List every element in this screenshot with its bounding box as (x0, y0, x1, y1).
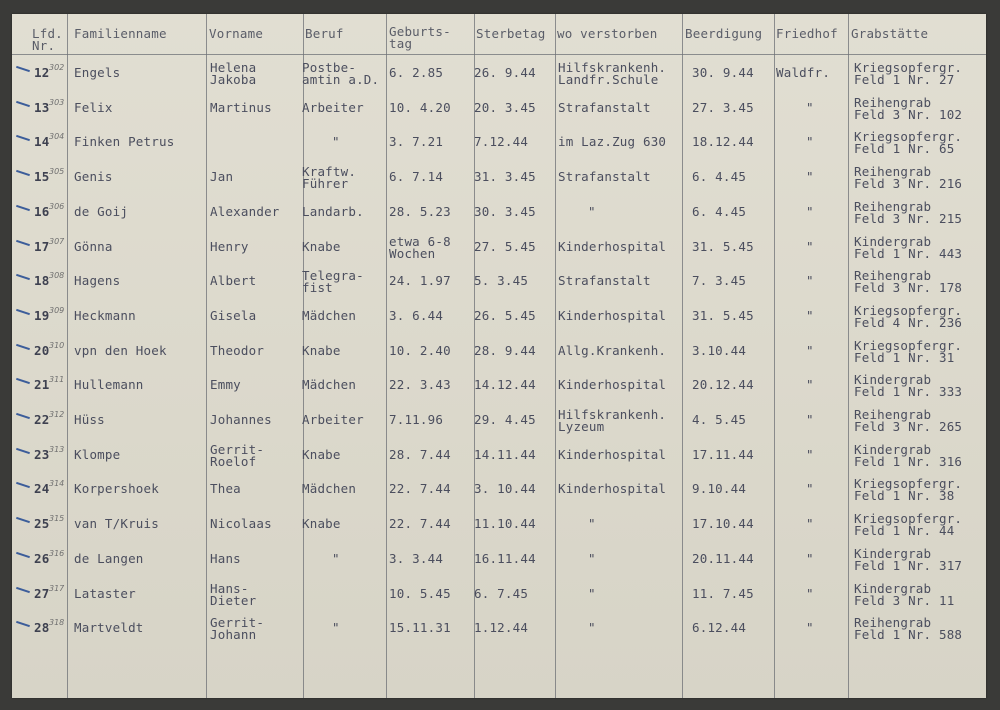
pencil-note: 311 (49, 375, 65, 385)
cell-familienname: de Langen (74, 550, 144, 566)
check-mark-icon (16, 517, 30, 523)
cell-geburtstag: 3. 3.44 (389, 550, 444, 566)
cell-friedhof: " (806, 203, 814, 219)
cell-geburtstag: 10. 4.20 (389, 99, 451, 115)
cell-friedhof: " (806, 99, 814, 115)
cell-sterbetag: 1.12.44 (474, 620, 529, 636)
pencil-note: 303 (49, 97, 65, 107)
check-mark-icon (16, 343, 30, 349)
cell-verstorben: Kinderhospital (558, 446, 667, 462)
row-number: 26 (34, 550, 50, 566)
header-lfd-nr: Lfd. Nr. (32, 26, 63, 53)
column-divider (386, 14, 387, 698)
cell-familienname: Hüss (74, 412, 105, 427)
row-number: 25 (34, 516, 50, 532)
cell-sterbetag: 5. 3.45 (474, 273, 529, 289)
cell-grab: Reihengrab Feld 3 Nr. 216 (854, 164, 963, 192)
cell-geburtstag: 22. 3.43 (389, 377, 451, 393)
row-number: 19 (34, 307, 50, 323)
cell-beruf: Mädchen (302, 307, 357, 323)
cell-friedhof: " (806, 134, 814, 150)
row-number: 17 (34, 238, 50, 254)
header-friedhof: Friedhof (776, 26, 838, 41)
cell-geburtstag: 28. 7.44 (389, 446, 451, 462)
cell-beerdigung: 6.12.44 (692, 620, 747, 636)
pencil-note: 309 (49, 305, 65, 315)
cell-familienname: Korpershoek (74, 481, 159, 497)
pencil-note: 318 (49, 618, 65, 628)
cell-verstorben: " (588, 550, 596, 566)
cell-verstorben: Kinderhospital (558, 377, 667, 393)
header-vorname: Vorname (209, 26, 264, 41)
cell-grab: Kindergrab Feld 1 Nr. 317 (854, 545, 963, 573)
cell-verstorben: Hilfskrankenh. Landfr.Schule (558, 60, 667, 87)
cell-sterbetag: 28. 9.44 (474, 342, 536, 358)
cell-familienname: vpn den Hoek (74, 342, 167, 358)
cell-friedhof: " (806, 446, 814, 462)
check-mark-icon (16, 274, 30, 280)
cell-sterbetag: 14.11.44 (474, 446, 536, 462)
cell-sterbetag: 3. 10.44 (474, 481, 536, 497)
column-divider (206, 14, 207, 698)
cell-verstorben: " (588, 585, 596, 601)
cell-beruf: Knabe (302, 446, 341, 462)
check-mark-icon (16, 309, 30, 315)
cell-beruf: " (332, 620, 340, 636)
cell-vorname: Gerrit- Roelof (210, 441, 265, 469)
cell-friedhof: " (806, 169, 814, 185)
cell-sterbetag: 27. 5.45 (474, 238, 536, 254)
pencil-note: 305 (49, 167, 65, 177)
cell-friedhof: " (806, 342, 814, 358)
row-number: 12 (34, 65, 50, 80)
cell-familienname: Finken Petrus (74, 134, 175, 150)
pencil-note: 314 (49, 479, 65, 489)
cell-friedhof: " (806, 620, 814, 636)
cell-familienname: Engels (74, 65, 121, 80)
pencil-note: 307 (49, 236, 65, 246)
pencil-note: 316 (49, 548, 65, 558)
cell-vorname: Thea (210, 481, 241, 497)
header-wo-verstorben: wo verstorben (557, 26, 658, 41)
header-beruf: Beruf (305, 26, 344, 41)
cell-beerdigung: 4. 5.45 (692, 412, 747, 427)
register-card (12, 14, 986, 698)
cell-familienname: Felix (74, 99, 113, 115)
cell-grab: Kriegsopfergr. Feld 1 Nr. 31 (854, 337, 963, 365)
cell-geburtstag: 6. 2.85 (389, 65, 444, 80)
cell-verstorben: Strafanstalt (558, 169, 651, 185)
cell-beerdigung: 7. 3.45 (692, 273, 747, 289)
cell-beruf: Postbe- amtin a.D. (302, 60, 380, 87)
cell-verstorben: Kinderhospital (558, 238, 667, 254)
check-mark-icon (16, 101, 30, 107)
check-mark-icon (16, 621, 30, 627)
cell-grab: Kriegsopfergr. Feld 1 Nr. 44 (854, 511, 963, 539)
cell-beerdigung: 18.12.44 (692, 134, 754, 150)
cell-grab: Kindergrab Feld 3 Nr. 11 (854, 580, 955, 608)
row-number: 27 (34, 585, 50, 601)
row-number: 28 (34, 620, 50, 636)
cell-beruf: " (332, 134, 340, 150)
row-number: 22 (34, 412, 50, 427)
cell-vorname: Nicolaas (210, 516, 272, 532)
cell-familienname: van T/Kruis (74, 516, 159, 532)
cell-vorname: Hans (210, 550, 241, 566)
cell-geburtstag: 10. 2.40 (389, 342, 451, 358)
cell-geburtstag: etwa 6-8 Wochen (389, 233, 451, 261)
cell-friedhof: " (806, 238, 814, 254)
cell-familienname: de Goij (74, 203, 129, 219)
header-geburtstag: Geburts- tag (389, 24, 451, 51)
check-mark-icon (16, 482, 30, 488)
cell-beerdigung: 31. 5.45 (692, 238, 754, 254)
pencil-note: 313 (49, 444, 65, 454)
cell-beruf: Telegra- fist (302, 268, 364, 296)
pencil-note: 312 (49, 410, 65, 419)
cell-familienname: Hagens (74, 273, 121, 289)
pencil-note: 310 (49, 340, 65, 350)
row-number: 23 (34, 446, 50, 462)
cell-geburtstag: 15.11.31 (389, 620, 451, 636)
cell-sterbetag: 29. 4.45 (474, 412, 536, 427)
cell-beerdigung: 3.10.44 (692, 342, 747, 358)
cell-friedhof: " (806, 585, 814, 601)
cell-vorname: Martinus (210, 99, 272, 115)
cell-vorname: Hans- Dieter (210, 580, 257, 608)
cell-verstorben: Allg.Krankenh. (558, 342, 667, 358)
cell-vorname: Jan (210, 169, 234, 185)
cell-grab: Reihengrab Feld 3 Nr. 178 (854, 268, 963, 296)
cell-vorname: Theodor (210, 342, 265, 358)
cell-geburtstag: 3. 6.44 (389, 307, 444, 323)
pencil-note: 315 (49, 514, 65, 524)
cell-verstorben: " (588, 203, 596, 219)
cell-beerdigung: 31. 5.45 (692, 307, 754, 323)
cell-geburtstag: 22. 7.44 (389, 481, 451, 497)
cell-vorname: Henry (210, 238, 249, 254)
check-mark-icon (16, 205, 30, 211)
check-mark-icon (16, 413, 30, 419)
cell-vorname: Alexander (210, 203, 280, 219)
cell-friedhof: " (806, 481, 814, 497)
cell-vorname: Gerrit- Johann (210, 615, 265, 643)
cell-beerdigung: 6. 4.45 (692, 203, 747, 219)
header-familienname: Familienname (74, 26, 167, 41)
cell-grab: Kindergrab Feld 1 Nr. 443 (854, 233, 963, 261)
cell-verstorben: im Laz.Zug 630 (558, 134, 667, 150)
cell-geburtstag: 28. 5.23 (389, 203, 451, 219)
cell-sterbetag: 14.12.44 (474, 377, 536, 393)
cell-sterbetag: 30. 3.45 (474, 203, 536, 219)
cell-vorname: Johannes (210, 412, 272, 427)
cell-familienname: Martveldt (74, 620, 144, 636)
cell-sterbetag: 20. 3.45 (474, 99, 536, 115)
cell-friedhof: Waldfr. (776, 65, 831, 80)
cell-verstorben: " (588, 516, 596, 532)
cell-grab: Kindergrab Feld 1 Nr. 316 (854, 441, 963, 469)
header-beerdigung: Beerdigung (685, 26, 763, 41)
cell-friedhof: " (806, 550, 814, 566)
cell-beruf: Knabe (302, 238, 341, 254)
column-divider (848, 14, 849, 698)
cell-beerdigung: 27. 3.45 (692, 99, 754, 115)
cell-verstorben: " (588, 620, 596, 636)
row-number: 18 (34, 273, 50, 289)
cell-grab: Reihengrab Feld 1 Nr. 588 (854, 615, 963, 643)
cell-sterbetag: 31. 3.45 (474, 169, 536, 185)
check-mark-icon (16, 135, 30, 141)
cell-verstorben: Kinderhospital (558, 481, 667, 497)
check-mark-icon (16, 378, 30, 384)
cell-friedhof: " (806, 307, 814, 323)
cell-geburtstag: 6. 7.14 (389, 169, 444, 185)
cell-grab: Reihengrab Feld 3 Nr. 265 (854, 407, 963, 434)
cell-familienname: Klompe (74, 446, 121, 462)
cell-geburtstag: 7.11.96 (389, 412, 444, 427)
cell-grab: Reihengrab Feld 3 Nr. 102 (854, 94, 963, 122)
cell-beerdigung: 20.12.44 (692, 377, 754, 393)
cell-sterbetag: 16.11.44 (474, 550, 536, 566)
cell-beruf: Kraftw. Führer (302, 164, 357, 192)
cell-sterbetag: 6. 7.45 (474, 585, 529, 601)
cell-vorname: Albert (210, 273, 257, 289)
column-divider (682, 14, 683, 698)
cell-beruf: Mädchen (302, 377, 357, 393)
cell-familienname: Lataster (74, 585, 136, 601)
cell-geburtstag: 10. 5.45 (389, 585, 451, 601)
check-mark-icon (16, 239, 30, 245)
header-grabstaette: Grabstätte (851, 26, 929, 41)
cell-beruf: Arbeiter (302, 412, 364, 427)
cell-beerdigung: 17.11.44 (692, 446, 754, 462)
cell-beerdigung: 6. 4.45 (692, 169, 747, 185)
cell-vorname: Emmy (210, 377, 241, 393)
cell-grab: Kriegsopfergr. Feld 1 Nr. 27 (854, 60, 963, 87)
check-mark-icon (16, 552, 30, 558)
cell-beerdigung: 30. 9.44 (692, 65, 754, 80)
cell-verstorben: Hilfskrankenh. Lyzeum (558, 407, 667, 434)
check-mark-icon (16, 586, 30, 592)
pencil-note: 317 (49, 583, 65, 593)
cell-friedhof: " (806, 377, 814, 393)
cell-friedhof: " (806, 273, 814, 289)
pencil-note: 308 (49, 271, 65, 281)
column-divider (67, 14, 68, 698)
cell-familienname: Gönna (74, 238, 113, 254)
cell-beerdigung: 20.11.44 (692, 550, 754, 566)
cell-grab: Kriegsopfergr. Feld 1 Nr. 38 (854, 476, 963, 504)
row-number: 14 (34, 134, 50, 150)
check-mark-icon (16, 448, 30, 454)
cell-beruf: Mädchen (302, 481, 357, 497)
cell-beerdigung: 11. 7.45 (692, 585, 754, 601)
cell-vorname: Gisela (210, 307, 257, 323)
header-rule (12, 54, 986, 55)
cell-friedhof: " (806, 516, 814, 532)
cell-geburtstag: 24. 1.97 (389, 273, 451, 289)
cell-beruf: Knabe (302, 342, 341, 358)
cell-beruf: " (332, 550, 340, 566)
cell-vorname: Helena Jakoba (210, 60, 257, 87)
cell-familienname: Hullemann (74, 377, 144, 393)
cell-beerdigung: 9.10.44 (692, 481, 747, 497)
row-number: 24 (34, 481, 50, 497)
cell-verstorben: Strafanstalt (558, 273, 651, 289)
header-sterbetag: Sterbetag (476, 26, 546, 41)
cell-familienname: Genis (74, 169, 113, 185)
cell-sterbetag: 7.12.44 (474, 134, 529, 150)
row-number: 16 (34, 203, 50, 219)
check-mark-icon (16, 66, 30, 72)
cell-grab: Kindergrab Feld 1 Nr. 333 (854, 372, 963, 400)
cell-beerdigung: 17.10.44 (692, 516, 754, 532)
row-number: 15 (34, 169, 50, 185)
pencil-note: 302 (49, 63, 65, 72)
cell-beruf: Knabe (302, 516, 341, 532)
cell-familienname: Heckmann (74, 307, 136, 323)
cell-grab: Reihengrab Feld 3 Nr. 215 (854, 198, 963, 226)
cell-friedhof: " (806, 412, 814, 427)
cell-grab: Kriegsopfergr. Feld 4 Nr. 236 (854, 302, 963, 330)
cell-geburtstag: 3. 7.21 (389, 134, 444, 150)
cell-verstorben: Kinderhospital (558, 307, 667, 323)
cell-sterbetag: 26. 5.45 (474, 307, 536, 323)
pencil-note: 304 (49, 132, 65, 142)
cell-beruf: Arbeiter (302, 99, 364, 115)
cell-beruf: Landarb. (302, 203, 364, 219)
row-number: 20 (34, 342, 50, 358)
cell-geburtstag: 22. 7.44 (389, 516, 451, 532)
cell-grab: Kriegsopfergr. Feld 1 Nr. 65 (854, 129, 963, 157)
row-number: 21 (34, 377, 50, 393)
column-divider (774, 14, 775, 698)
pencil-note: 306 (49, 201, 65, 211)
cell-sterbetag: 26. 9.44 (474, 65, 536, 80)
check-mark-icon (16, 170, 30, 176)
cell-verstorben: Strafanstalt (558, 99, 651, 115)
column-divider (555, 14, 556, 698)
cell-sterbetag: 11.10.44 (474, 516, 536, 532)
row-number: 13 (34, 99, 50, 115)
